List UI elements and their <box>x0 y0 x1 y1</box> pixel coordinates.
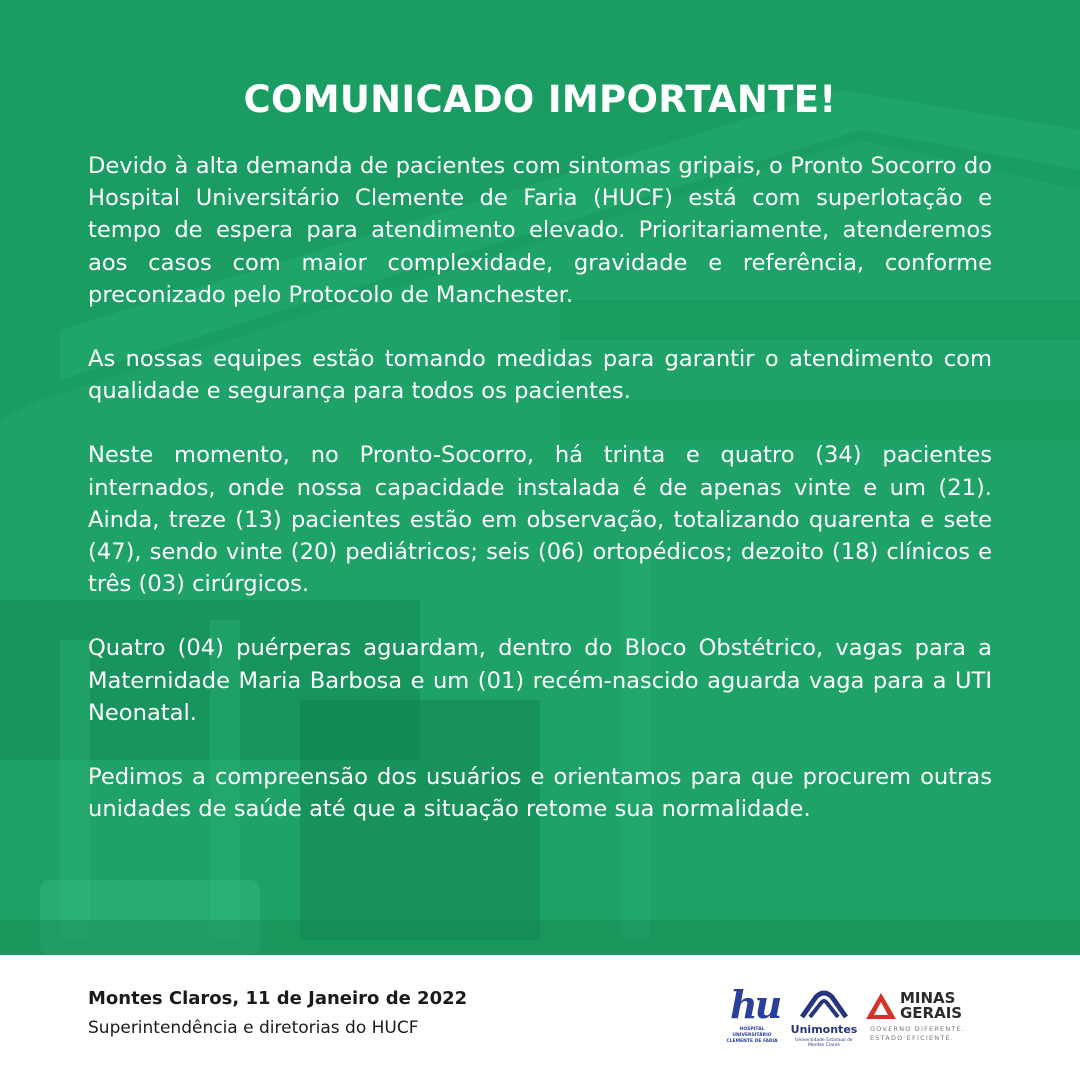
footer-bar <box>0 955 1080 1080</box>
announcement-body <box>88 150 992 857</box>
paragraph-maternity: Quatro (04) puérperas aguardam, dentro do Bloco Obstétrico, vagas para a Maternidade Maria Barbosa e um (01) recém-nascido aguarda vaga para a UTI Neonatal. <box>88 635 992 726</box>
hu-logo-icon <box>720 982 784 1051</box>
minas-gerais-logo-icon <box>866 991 976 1043</box>
ground <box>0 920 1080 955</box>
paragraph-patient-counts: Neste momento, no Pronto-Socorro, há trinta e quatro (34) pacientes internados, onde nossa capacidade instalada é de apenas vinte e um (21). Ainda, treze (13) pacientes estão em observação, totalizando quarenta e sete (47), sendo vinte (20) pediátricos; seis (06) ortopédicos; dezoito (18) clínicos e três (03) cirúrgicos. <box>88 442 992 598</box>
minas-gerais-triangle-icon <box>866 993 896 1019</box>
minas-gerais-title <box>900 991 980 1021</box>
unimontes-subtitle: Universidade Estadual de Montes Claros <box>795 1038 853 1048</box>
mg-tagline-line2: ESTADO EFICIENTE. <box>870 1034 955 1042</box>
paragraph-request: Pedimos a compreensão dos usuários e orientamos para que procurem outras unidades de saúde até que a situação retome sua normalidade. <box>88 764 992 823</box>
hu-logo-caption <box>720 1027 784 1045</box>
unimontes-emblem-icon <box>788 987 860 1023</box>
headline: COMUNICADO IMPORTANTE! <box>243 78 837 121</box>
mg-title-line2: GERAIS <box>900 1004 963 1022</box>
signature: Superintendência e diretorias do HUCF <box>88 1018 419 1038</box>
paragraph-demand: Devido à alta demanda de pacientes com sintomas gripais, o Pronto Socorro do Hospital Universitário Clemente de Faria (HUCF) está com superlotação e tempo de espera para atendimento elevado. Prioritariamente, atenderemos aos casos com maior complexidade, gravidade e referência, conforme preconizado pelo Protocolo de Manchester. <box>88 153 992 308</box>
mg-tagline-line1: GOVERNO DIFERENTE. <box>870 1025 966 1033</box>
minas-gerais-tagline <box>870 1025 980 1043</box>
unimontes-name: Unimontes <box>790 1023 858 1036</box>
unimontes-logo-icon <box>788 987 860 1049</box>
hu-caption-line2: CLEMENTE DE FARIA <box>726 1039 778 1044</box>
hu-logo-mark: hu <box>730 982 780 1027</box>
paragraph-teams: As nossas equipes estão tomando medidas para garantir o atendimento com qualidade e segurança para todos os pacientes. <box>88 346 992 405</box>
hu-caption-line1: HOSPITAL UNIVERSITÁRIO <box>732 1027 772 1038</box>
place-and-date: Montes Claros, 11 de Janeiro de 2022 <box>88 988 468 1009</box>
mg-title-line1: MINAS <box>900 989 956 1007</box>
